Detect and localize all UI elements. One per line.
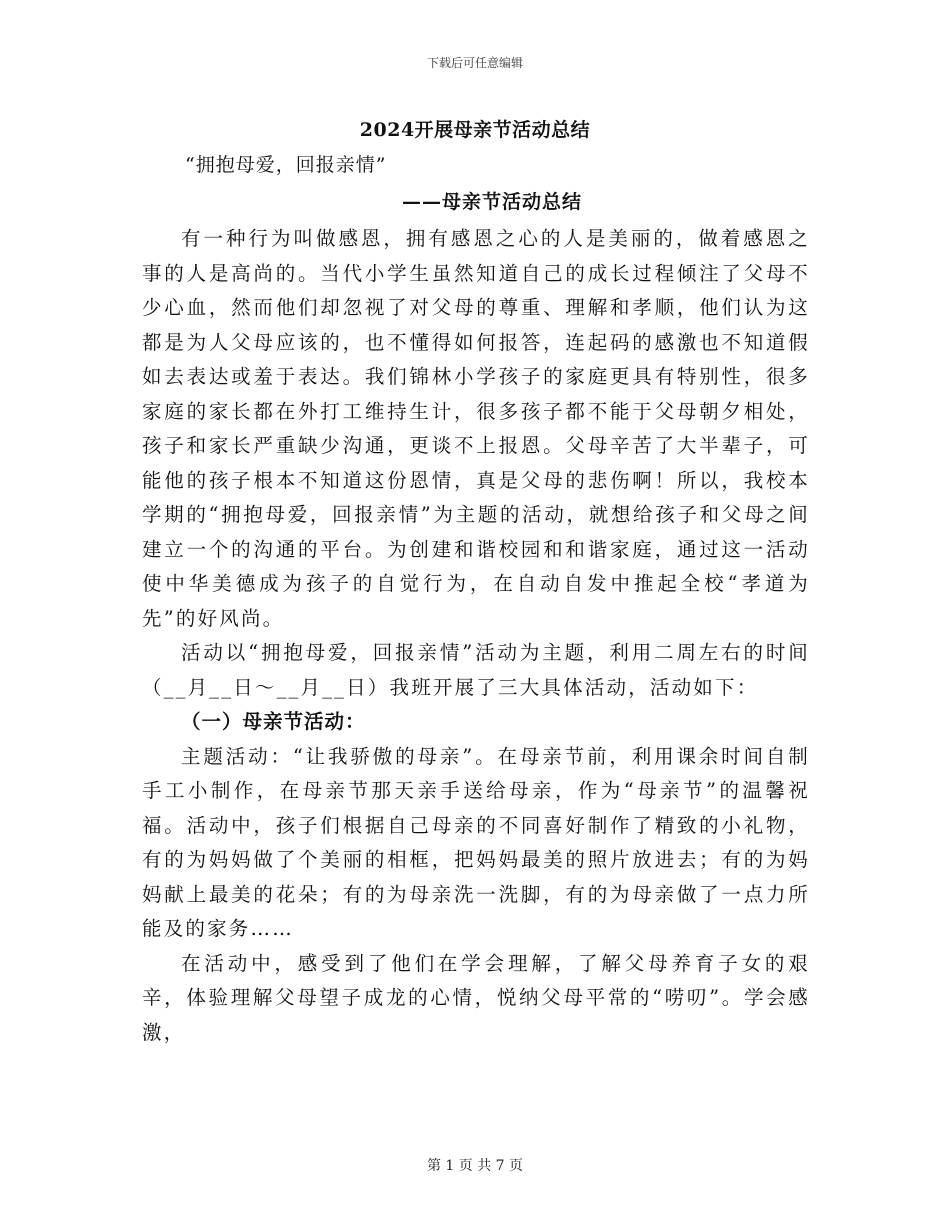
section-heading-mothers-day: （一）母亲节活动： <box>181 710 366 733</box>
page-header-note: 下载后可任意编辑 <box>426 56 523 70</box>
paragraph-activity-overview: 活动以“拥抱母爱，回报亲情”活动为主题，利用二周左右的时间（__月__日～__月__日）我班开展了三大具体活动，活动如下： <box>142 641 810 699</box>
document-subtitle: ——母亲节活动总结 <box>402 191 583 213</box>
document-title: 2024开展母亲节活动总结 <box>359 119 591 141</box>
paragraph-theme-activity: 主题活动：“让我骄傲的母亲”。在母亲节前，利用课余时间自制手工小制作，在母亲节那天亲手送给母亲，作为“母亲节”的温馨祝福。活动中，孩子们根据自己母亲的不同喜好制作了精致的小礼物，有的为妈妈做了个美丽的相框，把妈妈最美的照片放进去；有的为妈妈献上最美的花朵；有的为母亲洗一洗脚，有的为母亲做了一点力所能及的家务…… <box>142 744 810 940</box>
page-number: 第 1 页 共 7 页 <box>426 1158 524 1174</box>
document-slogan: “拥抱母爱，回报亲情” <box>185 154 387 176</box>
document-body <box>142 222 810 1050</box>
paragraph-intro: 有一种行为叫做感恩，拥有感恩之心的人是美丽的，做着感恩之事的人是高尚的。当代小学生虽然知道自己的成长过程倾注了父母不少心血，然而他们却忽视了对父母的尊重、理解和孝顺，他们认为这都是为人父母应该的，也不懂得如何报答，连起码的感激也不知道假如去表达或羞于表达。我们锦林小学孩子的家庭更具有特别性，很多家庭的家长都在外打工维持生计，很多孩子都不能于父母朝夕相处，孩子和家长严重缺少沟通，更谈不上报恩。父母辛苦了大半辈子，可能他的孩子根本不知道这份恩情，真是父母的悲伤啊！所以，我校本学期的“拥抱母爱，回报亲情”为主题的活动，就想给孩子和父母之间建立一个的沟通的平台。为创建和谐校园和和谐家庭，通过这一活动使中华美德成为孩子的自觉行为，在自动自发中推起全校“孝道为先”的好风尚。 <box>142 227 810 630</box>
paragraph-reflection: 在活动中，感受到了他们在学会理解，了解父母养育子女的艰辛，体验理解父母望子成龙的心情，悦纳父母平常的“唠叨”。学会感激， <box>142 951 810 1044</box>
